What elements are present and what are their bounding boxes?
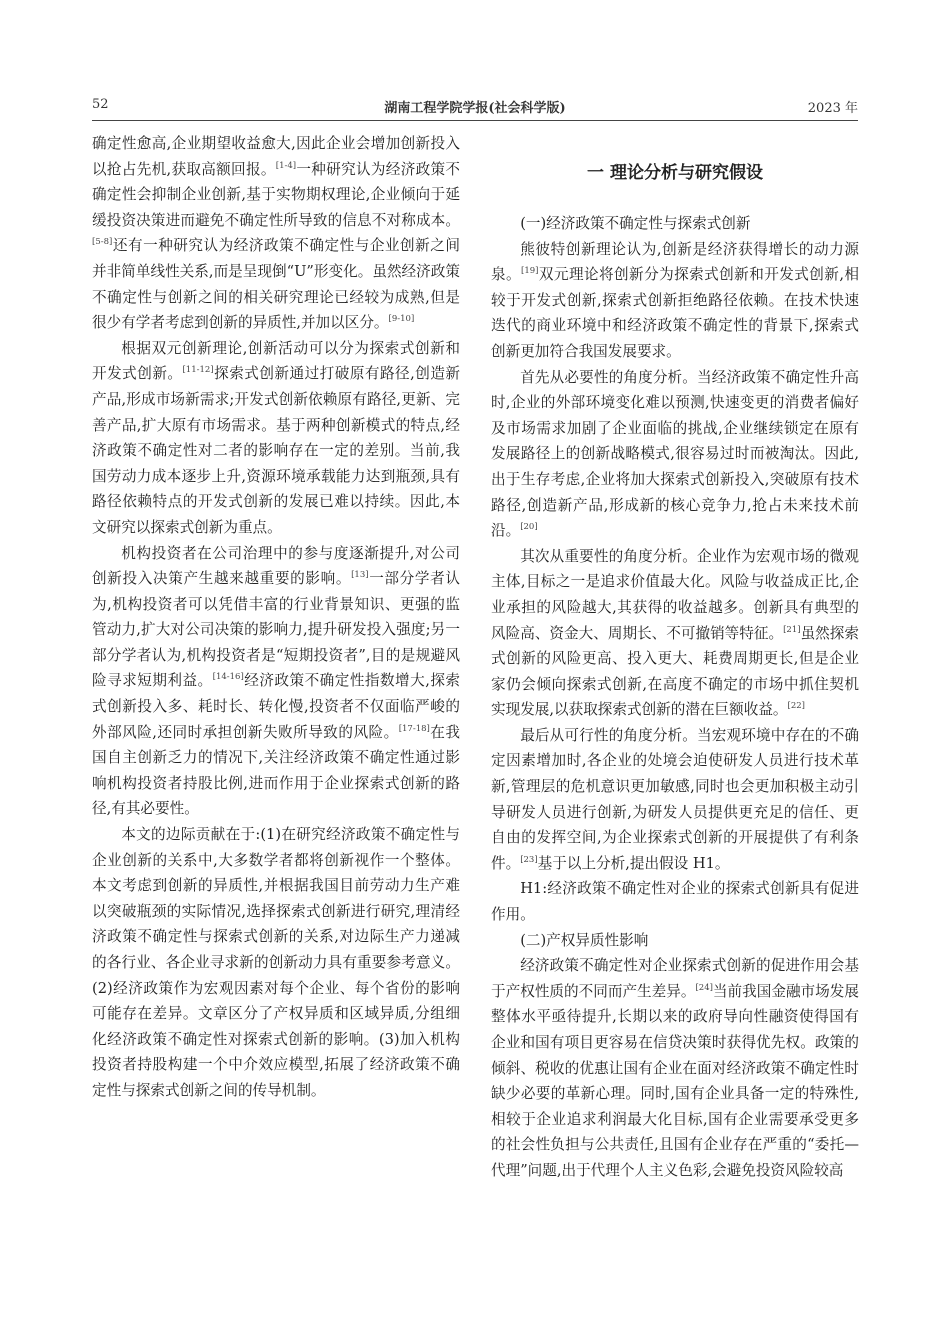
journal-title: 湖南工程学院学报(社会科学版) (384, 101, 566, 116)
subsection-heading: (二)产权异质性影响 (520, 931, 649, 949)
citation: [1-4] (275, 160, 297, 171)
citation: [20] (520, 522, 538, 533)
header-rule (92, 120, 858, 121)
paragraph: 经济政策不确定性对企业探索式创新的促进作用会基于产权性质的不同而产生差异。[24]当前我国金融市场发展整体水平亟待提升,长期以来的政府导向性融资使得国有企业和国有项目更容易在信贷决策时获得优先权。政策的倾斜、税收的优惠让国有企业在面对经济政策不确定性时缺少必要的革新心理。同时,国有企业具备一定的特殊性,相较于企业追求利润最大化目标,国有企业需要承受更多的社会性负担与公共责任,且国有企业存在严重的“委托—代理”问题,出于代理个人主义色彩,会避免投资风险较高 (491, 957, 859, 1179)
paragraph: 熊彼特创新理论认为,创新是经济获得增长的动力源泉。[19]双元理论将创新分为探索式创新和开发式创新,相较于开发式创新,探索式创新拒绝路径依赖。在技术快速迭代的商业环境中和经济政策不确定性的背景下,探索式创新更加符合我国发展要求。 (491, 240, 859, 360)
citation: [14-16] (212, 672, 244, 683)
paragraph: 首先从必要性的角度分析。当经济政策不确定性升高时,企业的外部环境变化难以预测,快速变更的消费者偏好及市场需求加剧了企业面临的挑战,企业继续锁定在原有发展路径上的创新战略模式,很容易过时而被淘汰。因此,出于生存考虑,企业将加大探索式创新投入,突破原有技术路径,创造新产品,形成新的核心竞争力,抢占未来技术前沿。[20] (491, 368, 859, 540)
citation: [5-8] (92, 237, 113, 248)
citation: [9-10] (388, 314, 415, 325)
citation: [19] (521, 266, 539, 277)
citation: [13] (351, 570, 369, 581)
publication-year: 2023 年 (807, 101, 858, 116)
paragraph: 根据双元创新理论,创新活动可以分为探索式创新和开发式创新。[11-12]探索式创新通过打破原有路径,创造新产品,形成市场新需求;开发式创新依赖原有路径,更新、完善产品,扩大原有市场需求。基于两种创新模式的特点,经济政策不确定性对二者的影响存在一定的差别。当前,我国劳动力成本逐步上升,资源环境承载能力达到瓶颈,具有路径依赖特点的开发式创新的发展已难以持续。因此,本文研究以探索式创新为重点。 (92, 339, 460, 536)
paragraph: 确定性愈高,企业期望收益愈大,因此企业会增加创新投入以抢占先机,获取高额回报。[1-4]一种研究认为经济政策不确定性会抑制企业创新,基于实物期权理论,企业倾向于延缓投资决策进而避免不确定性所导致的信息不对称成本。[5-8]还有一种研究认为经济政策不确定性与企业创新之间并非简单线性关系,而是呈现倒“U”形变化。虽然经济政策不确定性与创新之间的相关研究理论已经较为成熟,但是很少有学者考虑到创新的异质性,并加以区分。[9-10] (92, 135, 460, 332)
citation: [17-18] (398, 723, 430, 734)
citation: [22] (787, 701, 805, 712)
paragraph: 其次从重要性的角度分析。企业作为宏观市场的微观主体,目标之一是追求价值最大化。风险与收益成正比,企业承担的风险越大,其获得的收益越多。创新具有典型的风险高、资金大、周期长、不可撤销等特征。[21]虽然探索式创新的风险更高、投入更大、耗费周期更长,但是企业家仍会倾向探索式创新,在高度不确定的市场中抓住契机实现发展,以获取探索式创新的潜在巨额收益。[22] (491, 547, 859, 719)
subsection-heading: (一)经济政策不确定性与探索式创新 (520, 215, 751, 232)
citation: [24] (695, 982, 713, 993)
citation: [21] (783, 624, 801, 635)
paragraph: 机构投资者在公司治理中的参与度逐渐提升,对公司创新投入决策产生越来越重要的影响。[13]一部分学者认为,机构投资者可以凭借丰富的行业背景知识、更强的监管动力,扩大对公司决策的影响力,提升研发投入强度;另一部分学者认为,机构投资者是“短期投资者”,目的是规避风险寻求短期利益。[14-16]经济政策不确定性指数增大,探索式创新投入多、耗时长、转化慢,投资者不仅面临严峻的外部风险,还同时承担创新失败所导致的风险。[17-18]在我国自主创新乏力的情况下,关注经济政策不确定性通过影响机构投资者持股比例,进而作用于企业探索式创新的路径,有其必要性。 (92, 544, 460, 818)
hypothesis-h1: H1:经济政策不确定性对企业的探索式创新具有促进作用。 (491, 880, 859, 924)
section-heading: 一 理论分析与研究假设 (587, 163, 763, 183)
left-column (92, 131, 460, 1104)
paragraph: 本文的边际贡献在于:(1)在研究经济政策不确定性与企业创新的关系中,大多数学者都将创新视作一个整体。本文考虑到创新的异质性,并根据我国目前劳动力生产难以突破瓶颈的实际情况,选择探索式创新进行研究,理清经济政策不确定性与探索式创新的关系,对边际生产力递减的各行业、各企业寻求新的创新动力具有重要参考意义。(2)经济政策作为宏观因素对每个企业、每个省份的影响可能存在差异。文章区分了产权异质和区域异质,分组细化经济政策不确定性对探索式创新的影响。(3)加入机构投资者持股构建一个中介效应模型,拓展了经济政策不确定性与探索式创新之间的传导机制。 (92, 826, 460, 1099)
citation: [23] (520, 854, 538, 865)
running-header (92, 97, 858, 121)
paragraph: 最后从可行性的角度分析。当宏观环境中存在的不确定因素增加时,各企业的处境会迫使研发人员进行技术革新,管理层的危机意识更加敏感,同时也会更加积极主动引导研发人员进行创新,为研发人员提供更充足的信任、更自由的发挥空间,为企业探索式创新的开展提供了有利条件。[23]基于以上分析,提出假设 H1。 (491, 726, 859, 872)
page-number: 52 (92, 97, 109, 112)
citation: [11-12] (182, 365, 214, 376)
right-column (491, 131, 859, 1184)
